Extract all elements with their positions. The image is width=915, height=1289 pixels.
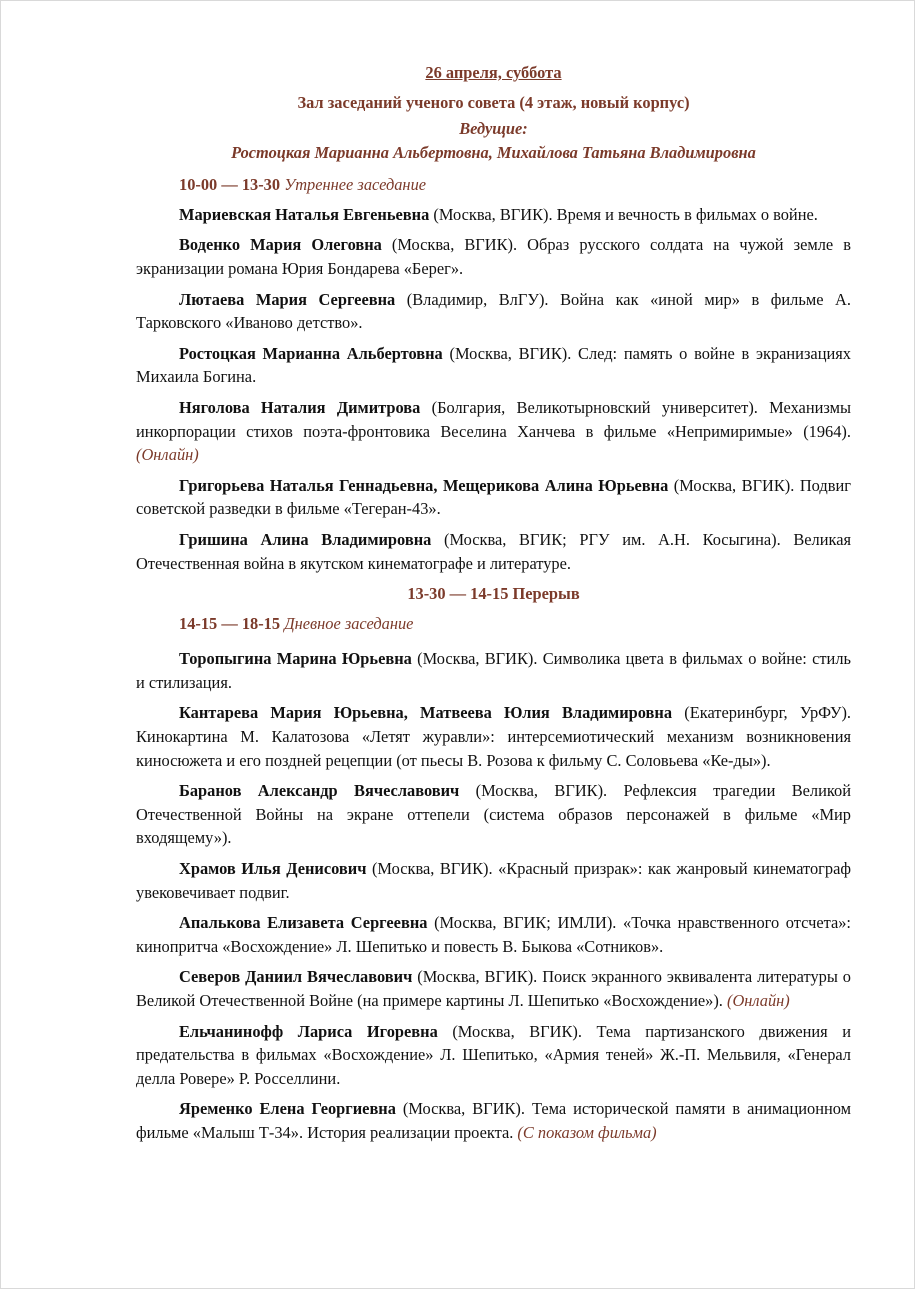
- talk-author: Воденко Мария Олеговна: [179, 235, 382, 255]
- talk-author: Мариевская Наталья Евгеньевна: [179, 204, 430, 224]
- talk-text: (Болгария, Великотырновский университет). Механизмы инкорпорации стихов поэта-фронтовика Веселина Ханчева в фильме «Непримиримые» (1964).: [136, 397, 851, 441]
- talk-item: [136, 701, 851, 772]
- morning-talk-list: [136, 203, 851, 575]
- talk-text: (Москва, ВГИК). Образ русского солдата на чужой земле в экранизации романа Юрия Бондарева «Берег».: [136, 235, 851, 278]
- session-name: Дневное заседание: [284, 613, 414, 633]
- talk-text: (Владимир, ВлГУ). Война как «иной мир» в фильме А. Тарковского «Иваново детство».: [136, 289, 851, 333]
- talk-author: Ельчанинофф Лариса Игоревна: [179, 1021, 438, 1041]
- talk-author: Гришина Алина Владимировна: [179, 529, 432, 549]
- hosts-label: Ведущие:: [459, 119, 528, 139]
- talk-note: (Онлайн): [726, 991, 790, 1010]
- talk-text: (Москва, ВГИК; ИМЛИ). «Точка нравственного отсчета»: кинопритча «Восхождение» Л. Шепитько и повесть В. Быкова «Сотников».: [136, 913, 851, 956]
- talk-author: Няголова Наталия Димитрова: [179, 397, 421, 417]
- session-time: 10-00 — 13-30: [179, 175, 281, 195]
- talk-item: [136, 528, 851, 575]
- session-name: Утреннее заседание: [284, 175, 427, 195]
- session-time: 14-15 — 18-15: [179, 613, 281, 633]
- program-date: 26 апреля, суббота: [425, 63, 562, 82]
- talk-author: Лютаева Мария Сергеевна: [179, 289, 396, 309]
- talk-note: (С показом фильма): [517, 1122, 657, 1142]
- talk-text: (Москва, ВГИК). Тема партизанского движения и предательства в фильмах «Восхождение» Л. Шепитько, «Армия теней» Ж.-П. Мельвиля, «Генерал делла Ровере» Р. Росселлини.: [136, 1021, 851, 1088]
- talk-text: (Москва, ВГИК). Символика цвета в фильмах о войне: стиль и стилизация.: [136, 649, 851, 692]
- talk-item: [136, 647, 851, 694]
- talk-item: [136, 779, 851, 850]
- talk-text: (Москва, ВГИК). Подвиг советской разведки в фильме «Тегеран-43».: [136, 475, 851, 519]
- talk-item: [136, 203, 851, 227]
- talk-author: Яременко Елена Георгиевна: [179, 1099, 396, 1119]
- talk-item: [136, 233, 851, 280]
- talk-author: Северов Даниил Вячеславович: [179, 967, 413, 987]
- talk-item: [136, 396, 851, 467]
- talk-text: (Москва, ВГИК). Поиск экранного эквивалента литературы о Великой Отечественной Войне (на примере картины Л. Шепитько «Восхождение»).: [136, 967, 851, 1010]
- talk-item: [136, 342, 851, 389]
- talk-author: Храмов Илья Денисович: [179, 859, 367, 879]
- talk-author: Апалькова Елизавета Сергеевна: [179, 913, 428, 933]
- talk-item: [136, 857, 851, 904]
- afternoon-talk-list: [136, 647, 851, 1144]
- talk-item: [136, 474, 851, 521]
- talk-author: Баранов Александр Вячеславович: [179, 781, 460, 801]
- break-heading: 13-30 — 14-15 Перерыв: [407, 584, 580, 604]
- talk-author: Ростоцкая Марианна Альбертовна: [179, 343, 443, 363]
- talk-item: [136, 288, 851, 335]
- hall-title: Зал заседаний ученого совета (4 этаж, новый корпус): [297, 92, 690, 112]
- talk-item: [136, 965, 851, 1012]
- talk-text: (Москва, ВГИК). След: память о войне в экранизациях Михаила Богина.: [136, 343, 851, 387]
- talk-author: Торопыгина Марина Юрьевна: [179, 649, 412, 669]
- talk-item: [136, 1097, 851, 1144]
- talk-text: (Екатеринбург, УрФУ). Кинокартина М. Калатозова «Летят журавли»: интерсемиотический механизм возникновения киносюжета и его поздней рецепции (от пьесы В. Розова к фильму С. Соловьева «Ке-ды»).: [136, 703, 851, 770]
- program-content: [136, 61, 851, 1152]
- talk-item: [136, 911, 851, 958]
- talk-text: (Москва, ВГИК). Время и вечность в фильмах о войне.: [429, 204, 818, 224]
- talk-text: (Москва, ВГИК; РГУ им. А.Н. Косыгина). Великая Отечественная война в якутском кинематографе и литературе.: [136, 529, 852, 573]
- hosts-names: Ростоцкая Марианна Альбертовна, Михайлова Татьяна Владимировна: [231, 143, 756, 163]
- talk-text: (Москва, ВГИК). «Красный призрак»: как жанровый кинематограф увековечивает подвиг.: [136, 859, 851, 902]
- talk-item: [136, 1020, 851, 1091]
- talk-text: (Москва, ВГИК). Тема исторической памяти в анимационном фильме «Малыш Т-34». История реализации проекта.: [136, 1099, 851, 1142]
- afternoon-session-heading: [136, 612, 851, 636]
- talk-author: Григорьева Наталья Геннадьевна, Мещерикова Алина Юрьевна: [179, 475, 669, 495]
- talk-text: (Москва, ВГИК). Рефлексия трагедии Великой Отечественной Войны на экране оттепели (система образов персонажей в фильме «Мир входящему»).: [136, 781, 851, 848]
- morning-session-heading: [136, 173, 851, 197]
- talk-note: (Онлайн): [136, 445, 199, 465]
- talk-author: Кантарева Мария Юрьевна, Матвеева Юлия Владимировна: [179, 703, 673, 723]
